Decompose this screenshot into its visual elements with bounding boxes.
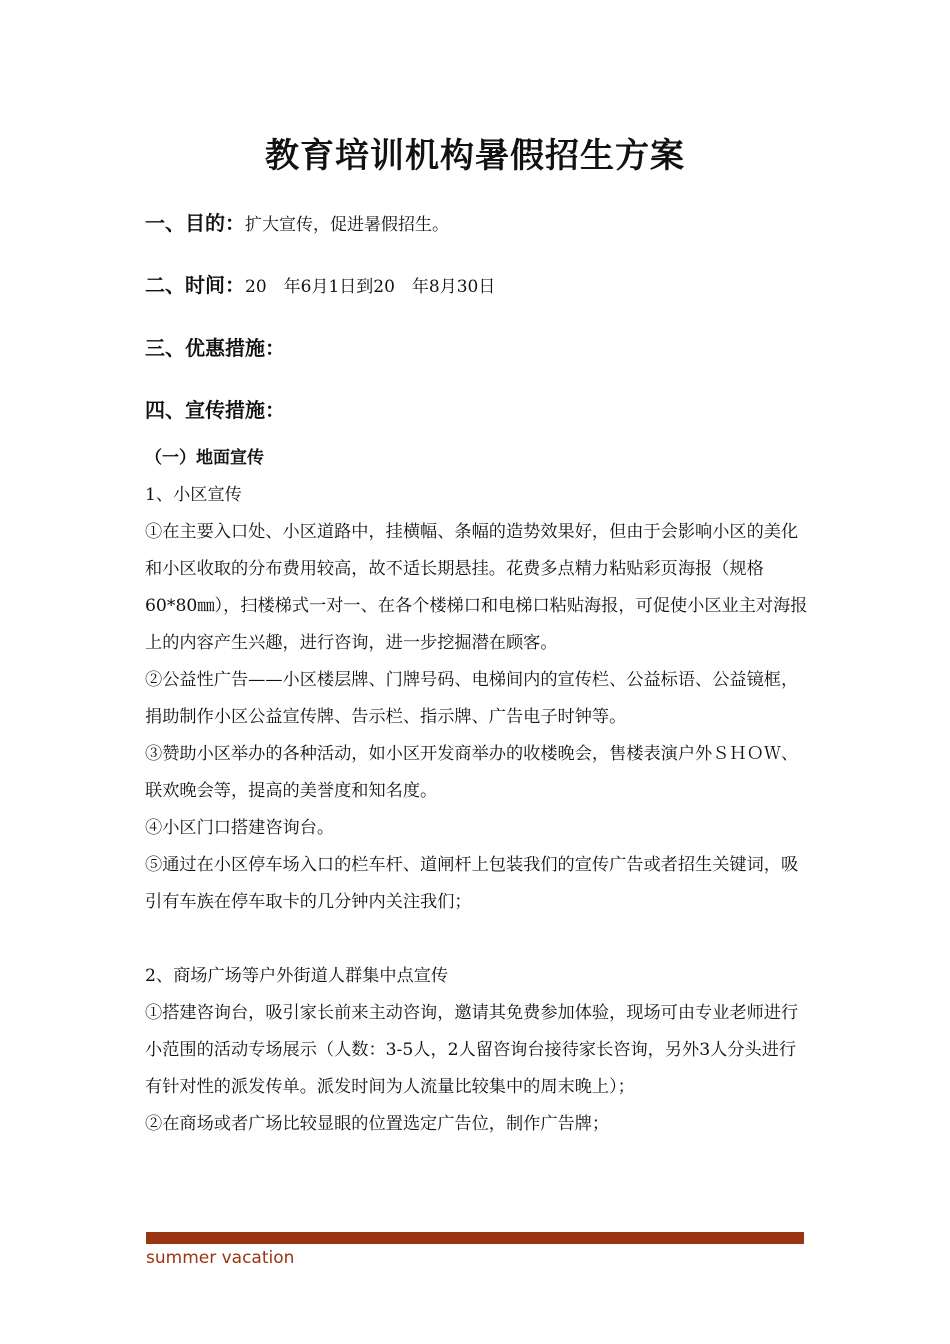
section-heading: 三、优惠措施： bbox=[145, 336, 285, 360]
section-promotion bbox=[145, 394, 285, 423]
paragraph: ①搭建咨询台，吸引家长前来主动咨询，邀请其免费参加体验，现场可由专业老师进行小范围的活动专场展示（人数：3-5人，2人留咨询台接待家长咨询，另外3人分头进行有针对性的派发传单。派发时间为人流量比较集中的周末晚上）； bbox=[145, 1003, 799, 1097]
spacer bbox=[145, 921, 810, 958]
section-text: 扩大宣传，促进暑假招生。 bbox=[245, 215, 449, 235]
item-title: 1、小区宣传 bbox=[145, 485, 242, 505]
paragraph: ③赞助小区举办的各种活动，如小区开发商举办的收楼晚会，售楼表演户外ＳＨＯＷ、联欢晚会等，提高的美誉度和知名度。 bbox=[145, 744, 799, 801]
section-heading: 二、时间： bbox=[145, 273, 245, 297]
footer-accent-bar bbox=[146, 1232, 804, 1244]
section-heading: 四、宣传措施： bbox=[145, 398, 285, 422]
paragraph: ①在主要入口处、小区道路中，挂横幅、条幅的造势效果好，但由于会影响小区的美化和小区收取的分布费用较高，故不适长期悬挂。花费多点精力粘贴彩页海报（规格60*80㎜），扫楼梯式一对一、在各个楼梯口和电梯口粘贴海报，可促使小区业主对海报上的内容产生兴趣，进行咨询，进一步挖掘潜在顾客。 bbox=[145, 522, 808, 653]
item-title: 2、商场广场等户外街道人群集中点宣传 bbox=[145, 966, 449, 986]
subsection-heading: （一）地面宣传 bbox=[145, 448, 264, 468]
body-content bbox=[145, 440, 810, 1143]
paragraph: ⑤通过在小区停车场入口的栏车杆、道闸杆上包装我们的宣传广告或者招生关键词，吸引有车族在停车取卡的几分钟内关注我们； bbox=[145, 855, 799, 912]
section-heading: 一、目的： bbox=[145, 211, 245, 235]
paragraph: ②公益性广告——小区楼层牌、门牌号码、电梯间内的宣传栏、公益标语、公益镜框，捐助制作小区公益宣传牌、告示栏、指示牌、广告电子时钟等。 bbox=[145, 670, 799, 727]
section-discounts bbox=[145, 332, 285, 361]
document-title: 教育培训机构暑假招生方案 bbox=[265, 136, 685, 176]
paragraph: ④小区门口搭建咨询台。 bbox=[145, 818, 335, 838]
section-time bbox=[145, 269, 495, 298]
section-text: 20 年6月1日到20 年8月30日 bbox=[245, 277, 496, 297]
paragraph: ②在商场或者广场比较显眼的位置选定广告位，制作广告牌； bbox=[145, 1114, 610, 1134]
footer-text: summer vacation bbox=[146, 1248, 295, 1268]
section-purpose bbox=[145, 207, 449, 236]
